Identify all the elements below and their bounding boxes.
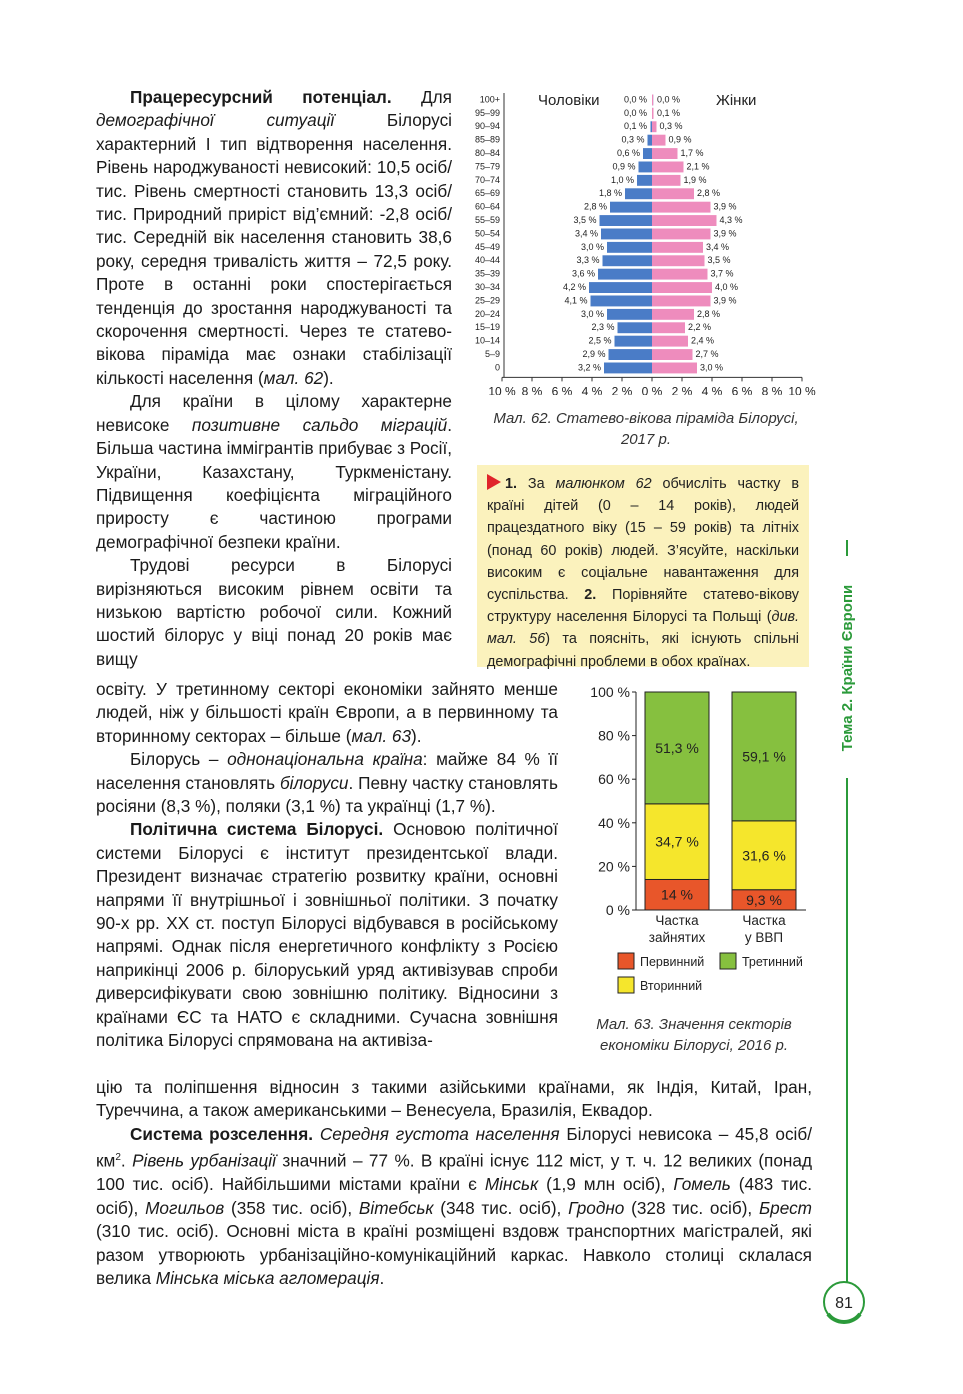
data-label: 31,6 % <box>742 847 786 864</box>
figure-62-caption: Мал. 62. Статево-вікова піраміда Білорусі, 2017 р. <box>493 410 799 448</box>
text-span: Для країни в цілому характерне невисоке <box>96 391 452 435</box>
text-span: (358 тис. осіб), <box>224 1197 359 1218</box>
value-label-women: 4,0 % <box>715 282 739 292</box>
age-group-label: 30–34 <box>474 282 500 292</box>
bar-women <box>652 188 694 199</box>
text-span: . <box>379 1267 385 1288</box>
side-divider-top <box>846 540 848 556</box>
bar-women <box>652 282 712 293</box>
bar-women <box>652 215 717 226</box>
page-number: 81 <box>835 1295 853 1312</box>
value-label-men: 0,1 % <box>623 121 647 132</box>
value-label-women: 0,0 % <box>657 94 681 105</box>
paragraph-settlement <box>96 1123 812 1291</box>
x-tick-label: 8 % <box>521 384 543 395</box>
series-label-men: Чоловіки <box>538 92 600 109</box>
bar-men <box>618 322 653 333</box>
figure-63-caption: Мал. 63. Значення секторів економіки Білорусі, 2016 р. <box>596 1016 792 1054</box>
value-label-women: 3,9 % <box>713 201 737 212</box>
value-label-women: 3,5 % <box>707 255 731 266</box>
bar-men <box>637 175 652 186</box>
category-label: у ВВП <box>744 930 784 945</box>
bar-women <box>652 322 685 333</box>
text-span: Білорусі невисока – 45,8 осіб/км <box>96 1123 812 1171</box>
heading-settlement: Система розселення. <box>130 1123 313 1144</box>
bar-men <box>643 148 652 159</box>
text-span: Основою політичної системи Білорусі є інститут президентської влади. Президент визначає стратегію розвитку країни, основні напрями її внутрішньої і зовнішньої політики. З початку 90-х рр. XX ст. поступ Білорусі відбувався в російському напрямі. Однак після енергетичного конфлікту з Росією наприкінці 2006 р. білоруський уряд активізував спроби диверсифікувати свою зовнішню політику. Відносини з країнами ЄС та НАТО є складними. Сучасна зовнішня політика Білорусі спрямована на активіза- <box>96 819 558 1051</box>
value-label-women: 0,1 % <box>657 107 681 118</box>
age-group-label: 10–14 <box>474 335 500 346</box>
value-label-women: 3,9 % <box>713 295 737 306</box>
age-group-label: 20–24 <box>474 308 500 319</box>
age-group-label: 95–99 <box>474 107 500 118</box>
x-tick-label: 8 % <box>761 384 783 395</box>
age-group-label: 15–19 <box>474 322 500 333</box>
value-label-men: 1,0 % <box>610 174 634 185</box>
value-label-men: 3,4 % <box>574 228 598 239</box>
value-label-men: 0,3 % <box>621 134 645 145</box>
age-group-label: 100+ <box>479 94 500 105</box>
bar-men <box>604 363 652 374</box>
bar-men <box>607 242 652 253</box>
text-span: (1,9 млн осіб), <box>538 1174 674 1195</box>
bar-men <box>610 202 652 213</box>
x-tick-label: 6 % <box>731 384 753 395</box>
figure-ref: малюнком 62 <box>555 476 652 492</box>
bar-women <box>652 309 694 320</box>
age-group-label: 40–44 <box>474 255 500 266</box>
heading-labor: Працересурсний потенціал. <box>130 87 392 107</box>
value-label-women: 3,0 % <box>700 362 724 373</box>
bar-women <box>652 175 681 186</box>
economic-sectors-chart <box>574 678 824 1008</box>
text-span: Білорусі характерний I тип відтворення населення. Рівень народжуваності невисокий: 10,5 осіб/тис. Рівень смертності становить 13,3 осіб/тис. Природний приріст від’ємний: -2,8 осіб/тис. Середній вік населення становить 38,6 року, середня тривалість життя – 72,5 року. Проте в останні роки спостерігається тенденція до зростання народжуваності та скорочення смертності. Через те статево-вікова піраміда має ознаки стабілізації кількості населення ( <box>96 110 452 388</box>
value-label-men: 3,0 % <box>580 241 604 252</box>
paragraph-migration <box>96 390 452 554</box>
section-tab-label: Тема 2. Країни Європи <box>839 584 856 752</box>
value-label-men: 0,6 % <box>616 148 640 158</box>
bar-men <box>639 162 653 173</box>
italic-term: демографічної ситуації <box>96 110 335 131</box>
value-label-women: 2,8 % <box>697 308 721 319</box>
bar-women <box>652 349 693 360</box>
value-label-men: 2,9 % <box>582 349 606 359</box>
figure-ref: мал. 62 <box>263 367 324 388</box>
value-label-men: 0,0 % <box>623 107 647 118</box>
paragraph-nationality <box>96 748 558 818</box>
value-label-women: 0,9 % <box>668 134 692 145</box>
bar-women <box>652 95 653 106</box>
text-span: Для <box>391 87 452 107</box>
bar-men <box>607 309 652 320</box>
text-span: ) та поясніть, які існують спільні демографічні проблеми в обох країнах. <box>487 631 799 670</box>
arrow-icon <box>487 474 501 490</box>
x-tick-label: 2 % <box>611 384 633 395</box>
text-block-sectors <box>96 678 558 1053</box>
data-label: 59,1 % <box>742 748 786 765</box>
bar-men <box>589 282 652 293</box>
value-label-women: 2,1 % <box>686 161 710 172</box>
age-group-label: 80–84 <box>474 148 500 158</box>
x-tick-label: 6 % <box>551 384 573 395</box>
bar-women <box>652 229 711 240</box>
paragraph-politics-cont: цію та поліпшення відносин з такими азійськими країнами, як Індія, Китай, Іран, Туреччина, а також американськими – Венесуела, Бразилія, Еквадор. <box>96 1077 812 1121</box>
task-number: 2. <box>584 587 597 604</box>
legend-swatch <box>720 953 736 969</box>
text-span: значний – 77 %. В країні існує 112 міст, у т. ч. 12 великих (понад 100 тис. осіб). Найбільшими містами країни є <box>96 1150 812 1195</box>
bar-women <box>652 202 711 213</box>
value-label-men: 4,2 % <box>562 282 586 292</box>
bar-men <box>600 215 653 226</box>
italic-term: однонаціональна країна <box>227 749 423 770</box>
bar-men <box>648 135 653 146</box>
age-group-label: 55–59 <box>474 215 500 225</box>
italic-term: Мінська міська агломерація <box>155 1267 380 1288</box>
age-group-label: 70–74 <box>474 174 500 185</box>
data-label: 34,7 % <box>655 833 699 850</box>
text-span: . <box>120 1150 133 1171</box>
value-label-women: 2,8 % <box>697 188 721 199</box>
value-label-men: 3,6 % <box>571 268 595 279</box>
legend-swatch <box>618 953 634 969</box>
y-tick-label: 60 % <box>598 771 630 788</box>
data-label: 14 % <box>661 886 693 903</box>
text-span: обчисліть частку в країні дітей (0 – 14 років), людей працездатного віку (15 – 59 років) та літніх (понад 60 років) людей. З’ясуйте, наскільки високим є соціальне навантаження для суспільства. <box>487 476 799 604</box>
text-span: За <box>517 476 556 492</box>
bar-women <box>652 269 708 280</box>
text-span: : майже 84 % її населення становлять <box>96 749 559 793</box>
value-label-women: 2,2 % <box>688 322 712 333</box>
text-span: . Більша частина іммігрантів прибуває з Росії, України, Казахстану, Туркменістану. Підвищення коефіцієнта міграційного приросту є частиною програми демографічної безпеки країни. <box>96 414 452 552</box>
x-tick-label: 4 % <box>581 384 603 395</box>
italic-term: Середня густота населення <box>319 1123 560 1144</box>
category-label: Частка <box>655 913 699 928</box>
bar-men <box>615 336 653 347</box>
side-divider-bottom <box>846 778 848 1284</box>
age-group-label: 25–29 <box>474 295 500 306</box>
y-tick-label: 20 % <box>598 858 630 875</box>
value-label-men: 3,3 % <box>576 255 600 266</box>
bar-women <box>652 242 703 253</box>
bar-men <box>601 229 652 240</box>
heading-politics: Політична система Білорусі. <box>130 819 384 840</box>
series-label-women: Жінки <box>716 92 757 109</box>
value-label-women: 2,4 % <box>691 335 715 346</box>
age-group-label: 5–9 <box>484 349 500 359</box>
text-span: ). <box>411 725 422 746</box>
legend-label: Третинний <box>742 955 803 969</box>
legend-label: Первинний <box>640 955 705 969</box>
legend-swatch <box>618 977 634 993</box>
task-number: 1. <box>505 476 518 492</box>
bar-men <box>591 296 653 307</box>
data-label: 51,3 % <box>655 739 699 756</box>
text-span: Білорусь – <box>130 749 228 770</box>
city-name: Гродно <box>568 1197 625 1218</box>
bar-women <box>652 108 654 119</box>
y-tick-label: 40 % <box>598 814 630 831</box>
value-label-men: 3,2 % <box>577 362 601 373</box>
value-label-men: 0,0 % <box>623 94 647 105</box>
bar-men <box>651 121 653 132</box>
text-block-bottom <box>96 1076 812 1290</box>
value-label-men: 2,5 % <box>588 335 612 346</box>
text-span: (483 тис. осіб), <box>96 1174 813 1218</box>
population-pyramid-chart <box>470 85 820 395</box>
category-label: зайнятих <box>648 930 706 945</box>
value-label-women: 3,9 % <box>713 228 737 239</box>
city-name: Мінськ <box>484 1174 539 1195</box>
text-span: Порівняйте статево-вікову структуру населення Білорусі та Польщі ( <box>487 587 799 626</box>
paragraph-labor-cont <box>96 678 558 748</box>
value-label-men: 4,1 % <box>564 295 588 306</box>
value-label-women: 3,4 % <box>706 241 730 252</box>
figure-ref: мал. 63 <box>351 725 412 746</box>
value-label-women: 2,7 % <box>695 349 719 359</box>
city-name: Брест <box>758 1197 812 1218</box>
value-label-men: 2,3 % <box>591 322 615 333</box>
text-span: . Певну частку становлять росіяни (8,3 %), поляки (3,1 %) та українці (1,7 %). <box>96 772 559 817</box>
text-span: освіту. У третинному секторі економіки зайнято менше людей, ніж у більшості країн Європи, а в первинному та вторинному секторах – більше ( <box>96 679 558 746</box>
value-label-women: 0,3 % <box>659 121 683 132</box>
bar-women <box>652 255 705 266</box>
bar-men <box>625 188 652 199</box>
x-tick-label: 10 % <box>488 384 516 395</box>
age-group-label: 35–39 <box>474 268 500 279</box>
city-name: Гомель <box>673 1174 731 1195</box>
text-span <box>313 1124 320 1144</box>
y-tick-label: 80 % <box>598 727 630 744</box>
text-span: (348 тис. осіб), <box>433 1197 569 1218</box>
bar-men <box>609 349 653 360</box>
value-label-men: 1,8 % <box>598 188 622 199</box>
paragraph-politics <box>96 818 558 1052</box>
x-tick-label: 10 % <box>788 384 816 395</box>
age-group-label: 45–49 <box>474 241 500 252</box>
superscript: 2 <box>115 1152 121 1164</box>
age-group-label: 60–64 <box>474 201 500 212</box>
city-name: Вітебськ <box>358 1197 434 1218</box>
age-group-label: 50–54 <box>474 228 500 239</box>
x-tick-label: 2 % <box>671 384 693 395</box>
bar-women <box>652 148 678 159</box>
value-label-men: 2,8 % <box>583 201 607 212</box>
category-label: Частка <box>742 913 786 928</box>
y-tick-label: 100 % <box>590 684 630 700</box>
bar-women <box>652 121 657 132</box>
data-label: 9,3 % <box>746 891 782 908</box>
paragraph-labor-resources: Трудові ресурси в Білорусі вирізняються високим рівнем освіти та низькою вартістю робочої сили. Кожний шостий білорус у віці понад 20 років має вищу <box>96 555 452 669</box>
bar-women <box>652 296 711 307</box>
bar-men <box>603 255 653 266</box>
bar-women <box>652 363 697 374</box>
city-name: Могильов <box>145 1197 225 1218</box>
value-label-men: 0,9 % <box>612 161 636 172</box>
italic-term: позитивне сальдо міграцій <box>191 414 448 435</box>
value-label-men: 3,0 % <box>580 308 604 319</box>
page-number-badge <box>822 1280 866 1324</box>
x-tick-label: 0 % <box>641 384 663 395</box>
task-box <box>477 465 809 670</box>
value-label-men: 3,5 % <box>573 215 597 225</box>
bar-women <box>652 162 684 173</box>
text-span: (328 тис. осіб), <box>624 1197 759 1218</box>
x-tick-label: 4 % <box>701 384 723 395</box>
legend-label: Вторинний <box>640 979 703 993</box>
value-label-women: 1,9 % <box>683 174 707 185</box>
bar-women <box>652 135 666 146</box>
age-group-label: 65–69 <box>474 188 500 199</box>
age-group-label: 85–89 <box>474 134 500 145</box>
age-group-label: 90–94 <box>474 121 500 132</box>
main-text-column <box>96 86 452 671</box>
figure-ref: див. мал. 56 <box>487 609 799 648</box>
text-span: (310 тис. осіб). Основні міста в країні розміщені вздовж транспортних магістралей, які разом утворюють урбанізаційно-комунікаційний каркас. Навколо столиці склалася велика <box>96 1221 812 1288</box>
value-label-women: 4,3 % <box>719 215 743 225</box>
bar-men <box>598 269 652 280</box>
age-group-label: 75–79 <box>474 161 500 172</box>
text-span: ). <box>323 367 334 388</box>
italic-term: Рівень урбанізації <box>132 1150 276 1171</box>
italic-term: білоруси <box>280 772 349 793</box>
value-label-women: 1,7 % <box>680 148 704 158</box>
bar-women <box>652 336 688 347</box>
age-group-label: 0 <box>494 362 500 373</box>
value-label-women: 3,7 % <box>710 268 734 279</box>
y-tick-label: 0 % <box>605 902 630 918</box>
paragraph-labor-potential <box>96 86 452 390</box>
